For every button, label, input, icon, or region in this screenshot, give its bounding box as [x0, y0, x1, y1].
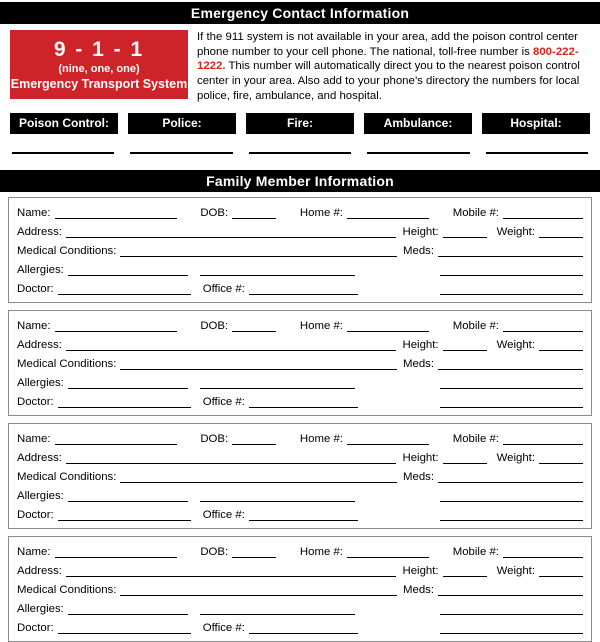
field-label-allergies: Allergies: [17, 377, 64, 390]
field-label-weight: Weight: [496, 451, 535, 464]
field-label-dob: DOB: [200, 545, 229, 558]
field-label-name: Name: [17, 545, 51, 558]
field-label-office-phone: Office #: [202, 396, 245, 409]
blank-line-meds-continued [440, 388, 583, 389]
blank-line-address [66, 576, 397, 577]
blank-line-mobile-phone [503, 218, 583, 219]
field-label-dob: DOB: [200, 319, 229, 332]
field-label-mobile-phone: Mobile #: [452, 545, 499, 558]
blank-line-home-phone [347, 444, 429, 445]
contact-blank-line-poison-control [12, 152, 114, 154]
field-medical-conditions [17, 358, 397, 370]
field-label-home-phone: Home #: [299, 319, 343, 332]
blank-line-meds [438, 482, 583, 483]
blank-line-allergies-continued [200, 614, 355, 615]
field-label-name: Name: [17, 432, 51, 445]
blank-line-meds-continued [440, 275, 583, 276]
field-label-name: Name: [17, 319, 51, 332]
field-office-phone [203, 283, 358, 295]
field-label-doctor: Doctor: [17, 622, 54, 635]
blank-line-allergies-continued [200, 501, 355, 502]
blank-line-doctor [58, 294, 191, 295]
field-label-mobile-phone: Mobile #: [452, 319, 499, 332]
field-dob [200, 320, 276, 332]
family-member-box [8, 423, 592, 529]
field-label-home-phone: Home #: [299, 432, 343, 445]
field-meds [403, 245, 583, 257]
field-label-weight: Weight: [496, 225, 535, 238]
member-row-name [17, 202, 583, 221]
blank-line-meds [438, 369, 583, 370]
blank-line-name [55, 444, 177, 445]
blank-line-mobile-phone [503, 331, 583, 332]
member-row-allergies [17, 598, 583, 617]
field-allergies [17, 377, 188, 389]
field-address [17, 339, 396, 351]
field-allergies [17, 603, 188, 615]
member-row-medical [17, 353, 583, 372]
family-section-title: Family Member Information [0, 170, 600, 192]
field-label-office-phone: Office #: [202, 622, 245, 635]
field-office-phone [203, 622, 358, 634]
field-height [402, 339, 486, 351]
blank-line-allergies-continued [200, 388, 355, 389]
field-label-mobile-phone: Mobile #: [452, 432, 499, 445]
field-height [402, 226, 486, 238]
field-medical-conditions [17, 471, 397, 483]
field-label-dob: DOB: [200, 206, 229, 219]
blank-line-meds-continued [440, 520, 583, 521]
blank-line-height [443, 350, 487, 351]
field-label-allergies: Allergies: [17, 603, 64, 616]
blank-line-home-phone [347, 331, 429, 332]
field-home-phone [300, 546, 429, 558]
field-weight [497, 226, 583, 238]
contact-label-police: Police: [128, 113, 236, 134]
blank-line-home-phone [347, 557, 429, 558]
blank-line-dob [232, 444, 276, 445]
field-office-phone [203, 509, 358, 521]
field-address [17, 565, 396, 577]
member-row-doctor [17, 617, 583, 636]
emergency-911-box [10, 30, 188, 99]
field-label-name: Name: [17, 206, 51, 219]
member-row-address [17, 560, 583, 579]
blank-line-home-phone [347, 218, 429, 219]
blank-line-allergies [68, 275, 188, 276]
field-label-address: Address: [17, 338, 62, 351]
field-label-allergies: Allergies: [17, 490, 64, 503]
blank-line-meds-continued [440, 633, 583, 634]
member-row-allergies [17, 372, 583, 391]
blank-line-allergies [68, 501, 188, 502]
field-weight [497, 452, 583, 464]
field-name [17, 546, 177, 558]
field-label-height: Height: [402, 225, 439, 238]
field-label-home-phone: Home #: [299, 206, 343, 219]
field-label-meds: Meds: [403, 584, 435, 597]
contact-blank-line-ambulance [367, 152, 469, 154]
contact-lines-row [12, 152, 588, 154]
field-mobile-phone [453, 433, 583, 445]
field-label-medical-conditions: Medical Conditions: [17, 584, 117, 597]
field-label-height: Height: [402, 451, 439, 464]
field-label-address: Address: [17, 564, 62, 577]
blank-line-address [66, 463, 397, 464]
field-label-meds: Meds: [403, 245, 435, 258]
blank-line-name [55, 218, 177, 219]
blank-line-meds [438, 256, 583, 257]
blank-line-doctor [58, 520, 191, 521]
field-medical-conditions [17, 584, 397, 596]
contact-label-poison-control: Poison Control: [10, 113, 118, 134]
blank-line-height [443, 237, 487, 238]
contact-label-hospital: Hospital: [482, 113, 590, 134]
member-row-address [17, 334, 583, 353]
field-label-office-phone: Office #: [202, 509, 245, 522]
member-row-medical [17, 240, 583, 259]
blank-line-medical-conditions [120, 369, 397, 370]
member-row-allergies [17, 259, 583, 278]
poison-control-phone-number: 800-222-1222. [197, 45, 579, 73]
field-label-doctor: Doctor: [17, 396, 54, 409]
field-home-phone [300, 320, 429, 332]
field-label-meds: Meds: [403, 358, 435, 371]
field-doctor [17, 283, 191, 295]
field-label-address: Address: [17, 451, 62, 464]
blank-line-dob [232, 218, 276, 219]
field-label-dob: DOB: [200, 432, 229, 445]
blank-line-office-phone [249, 294, 358, 295]
intro-text-before: If the 911 system is not available in your area, add the poison control center phone number to your cell phone. The national, toll-free number is [197, 31, 578, 58]
member-row-name [17, 315, 583, 334]
blank-line-medical-conditions [120, 482, 397, 483]
field-label-doctor: Doctor: [17, 509, 54, 522]
field-label-medical-conditions: Medical Conditions: [17, 471, 117, 484]
field-home-phone [300, 207, 429, 219]
blank-line-address [66, 350, 397, 351]
field-name [17, 320, 177, 332]
blank-line-weight [539, 237, 583, 238]
field-address [17, 226, 396, 238]
blank-line-height [443, 463, 487, 464]
blank-line-office-phone [249, 520, 358, 521]
field-height [402, 452, 486, 464]
field-label-doctor: Doctor: [17, 283, 54, 296]
field-name [17, 207, 177, 219]
field-meds [403, 471, 583, 483]
blank-line-weight [539, 463, 583, 464]
field-home-phone [300, 433, 429, 445]
blank-line-medical-conditions [120, 595, 397, 596]
field-label-height: Height: [402, 338, 439, 351]
field-dob [200, 207, 276, 219]
blank-line-weight [539, 350, 583, 351]
family-member-box [8, 536, 592, 642]
field-label-office-phone: Office #: [202, 283, 245, 296]
field-label-home-phone: Home #: [299, 545, 343, 558]
blank-line-meds-continued [440, 614, 583, 615]
intro-text-after: This number will automatically direct you to the nearest poison control center in your area. Also add to your phone’s directory the numbers for local police, fire, ambulance, and hospital. [197, 60, 580, 102]
field-label-weight: Weight: [496, 564, 535, 577]
blank-line-allergies [68, 614, 188, 615]
field-allergies [17, 490, 188, 502]
blank-line-medical-conditions [120, 256, 397, 257]
member-row-address [17, 447, 583, 466]
field-office-phone [203, 396, 358, 408]
member-row-address [17, 221, 583, 240]
field-dob [200, 546, 276, 558]
field-label-height: Height: [402, 564, 439, 577]
blank-line-height [443, 576, 487, 577]
field-address [17, 452, 396, 464]
member-row-name [17, 428, 583, 447]
contact-blank-line-fire [249, 152, 351, 154]
page-title: Emergency Contact Information [0, 2, 600, 24]
field-doctor [17, 622, 191, 634]
blank-line-name [55, 557, 177, 558]
blank-line-meds-continued [440, 501, 583, 502]
field-label-medical-conditions: Medical Conditions: [17, 358, 117, 371]
field-allergies [17, 264, 188, 276]
blank-line-dob [232, 557, 276, 558]
blank-line-mobile-phone [503, 557, 583, 558]
member-row-doctor [17, 391, 583, 410]
field-weight [497, 339, 583, 351]
blank-line-meds [438, 595, 583, 596]
family-members [8, 197, 592, 642]
member-row-doctor [17, 504, 583, 523]
member-row-medical [17, 579, 583, 598]
field-doctor [17, 509, 191, 521]
field-label-weight: Weight: [496, 338, 535, 351]
field-medical-conditions [17, 245, 397, 257]
field-mobile-phone [453, 207, 583, 219]
field-label-mobile-phone: Mobile #: [452, 206, 499, 219]
blank-line-meds-continued [440, 407, 583, 408]
emergency-system-label: Emergency Transport System [10, 76, 188, 91]
family-member-box [8, 197, 592, 303]
field-dob [200, 433, 276, 445]
member-row-doctor [17, 278, 583, 297]
member-row-medical [17, 466, 583, 485]
field-mobile-phone [453, 320, 583, 332]
blank-line-allergies-continued [200, 275, 355, 276]
field-mobile-phone [453, 546, 583, 558]
blank-line-meds-continued [440, 294, 583, 295]
emergency-number-words: (nine, one, one) [58, 62, 140, 75]
blank-line-doctor [58, 407, 191, 408]
field-meds [403, 584, 583, 596]
field-label-allergies: Allergies: [17, 264, 64, 277]
contact-blank-line-police [130, 152, 232, 154]
field-meds [403, 358, 583, 370]
blank-line-dob [232, 331, 276, 332]
field-doctor [17, 396, 191, 408]
blank-line-name [55, 331, 177, 332]
intro-section [10, 30, 590, 104]
contact-label-fire: Fire: [246, 113, 354, 134]
blank-line-allergies [68, 388, 188, 389]
blank-line-weight [539, 576, 583, 577]
blank-line-mobile-phone [503, 444, 583, 445]
blank-line-office-phone [249, 407, 358, 408]
field-label-meds: Meds: [403, 471, 435, 484]
contact-blank-line-hospital [486, 152, 588, 154]
emergency-number: 9 - 1 - 1 [53, 37, 145, 61]
intro-text [197, 30, 590, 104]
field-label-address: Address: [17, 225, 62, 238]
contact-label-ambulance: Ambulance: [364, 113, 472, 134]
blank-line-office-phone [249, 633, 358, 634]
contact-labels-row [10, 113, 590, 134]
member-row-name [17, 541, 583, 560]
field-weight [497, 565, 583, 577]
field-label-medical-conditions: Medical Conditions: [17, 245, 117, 258]
field-name [17, 433, 177, 445]
blank-line-address [66, 237, 397, 238]
blank-line-doctor [58, 633, 191, 634]
field-height [402, 565, 486, 577]
family-member-box [8, 310, 592, 416]
member-row-allergies [17, 485, 583, 504]
